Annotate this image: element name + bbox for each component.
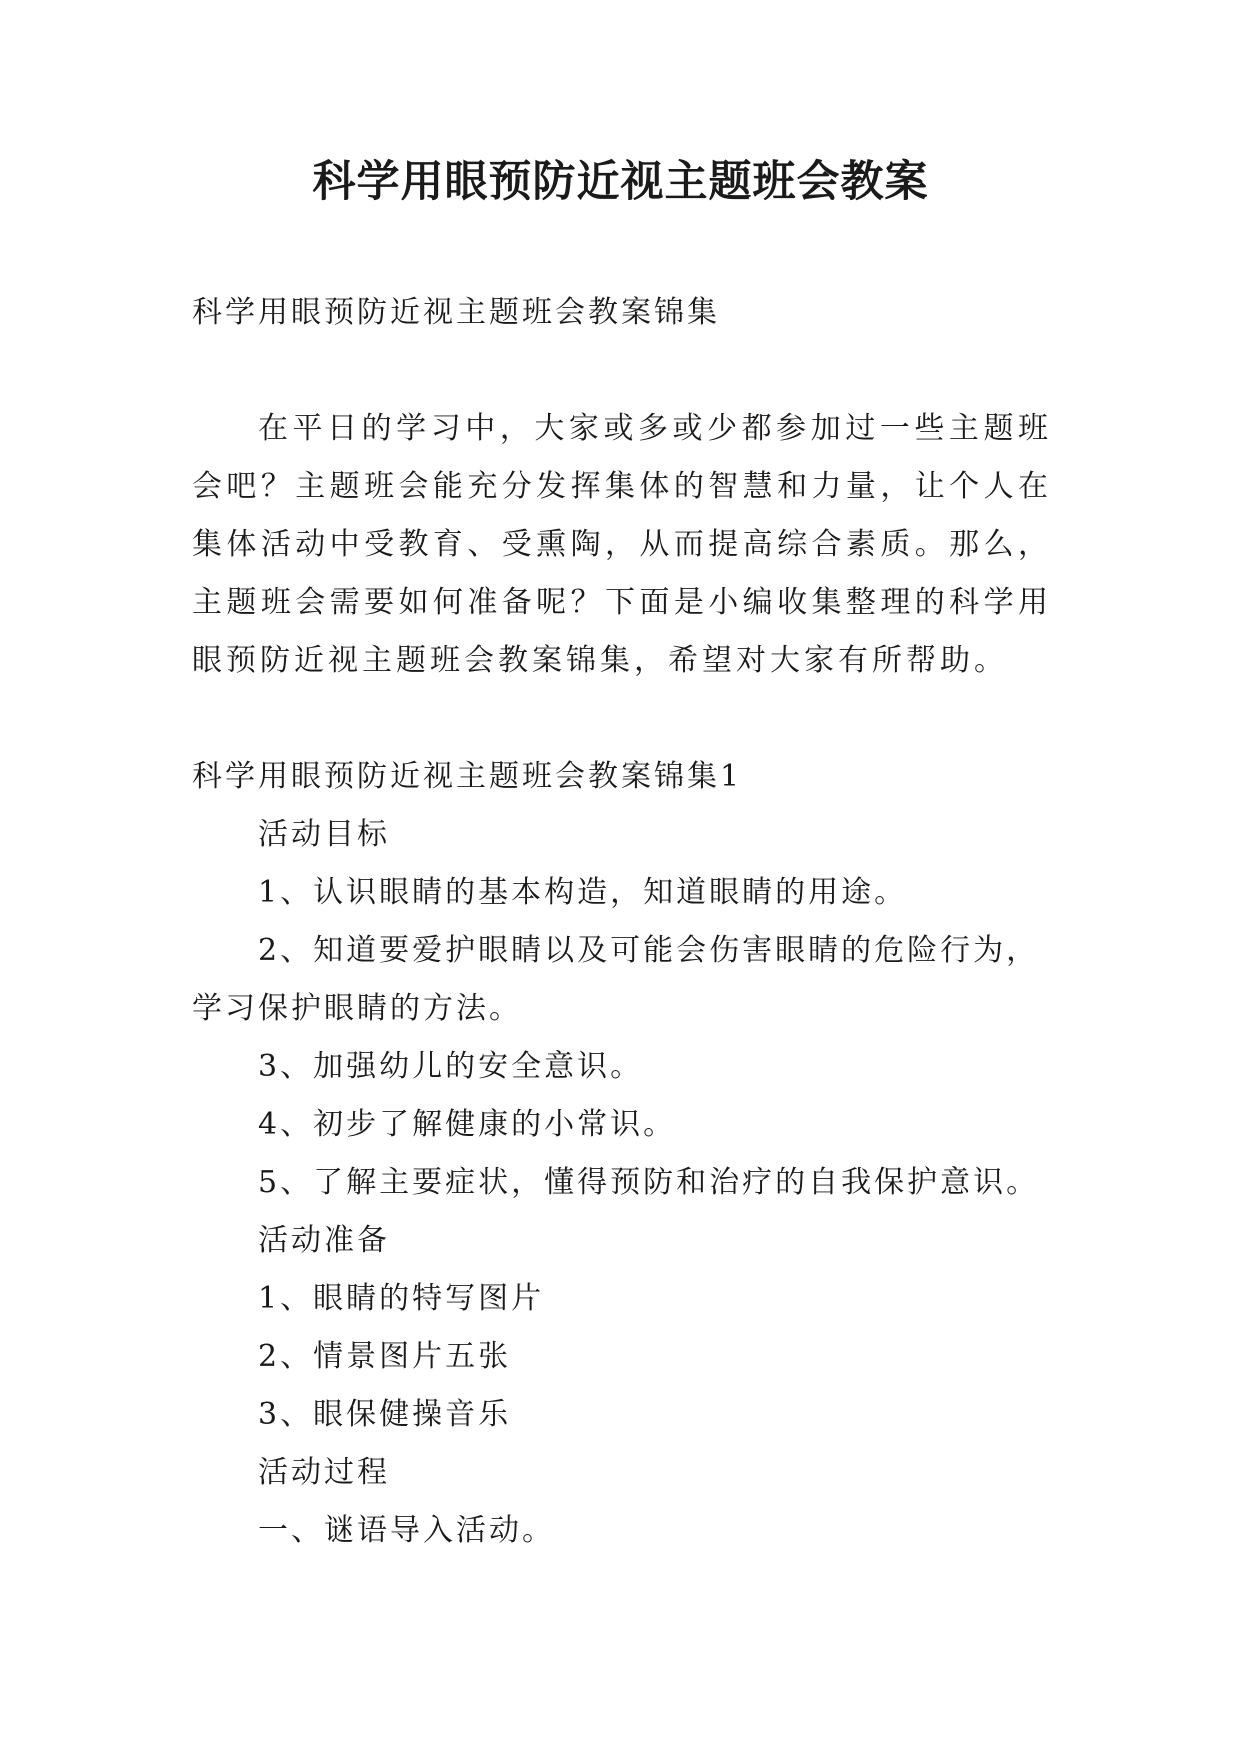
goals-heading: 活动目标 <box>258 817 390 852</box>
prep-heading: 活动准备 <box>258 1223 390 1258</box>
prep-item: 1、眼睛的特写图片 <box>258 1281 545 1316</box>
prep-item: 2、情景图片五张 <box>258 1339 512 1374</box>
intro-paragraph: 在平日的学习中，大家或多或少都参加过一些主题班会吧？主题班会能充分发挥集体的智慧和力量，让个人在集体活动中受教育、受熏陶，从而提高综合素质。那么，主题班会需要如何准备呢？下面是小编收集整理的科学用眼预防近视主题班会教案锦集，希望对大家有所帮助。 <box>192 411 1052 678</box>
prep-item: 3、眼保健操音乐 <box>258 1397 512 1432</box>
document-subtitle: 科学用眼预防近视主题班会教案锦集 <box>192 295 720 330</box>
goal-item: 4、初步了解健康的小常识。 <box>258 1107 677 1142</box>
goal-item: 2、知道要爱护眼睛以及可能会伤害眼睛的危险行为，学习保护眼睛的方法。 <box>192 933 1040 1026</box>
document-body <box>192 284 1052 1560</box>
document-title: 科学用眼预防近视主题班会教案 <box>312 157 929 207</box>
process-item: 一、谜语导入活动。 <box>258 1513 555 1548</box>
goal-item: 3、加强幼儿的安全意识。 <box>258 1049 644 1084</box>
process-heading: 活动过程 <box>258 1455 390 1490</box>
section-title: 科学用眼预防近视主题班会教案锦集1 <box>192 759 743 794</box>
goal-item: 5、了解主要症状，懂得预防和治疗的自我保护意识。 <box>258 1165 1040 1200</box>
goal-item: 1、认识眼睛的基本构造，知道眼睛的用途。 <box>258 875 908 910</box>
